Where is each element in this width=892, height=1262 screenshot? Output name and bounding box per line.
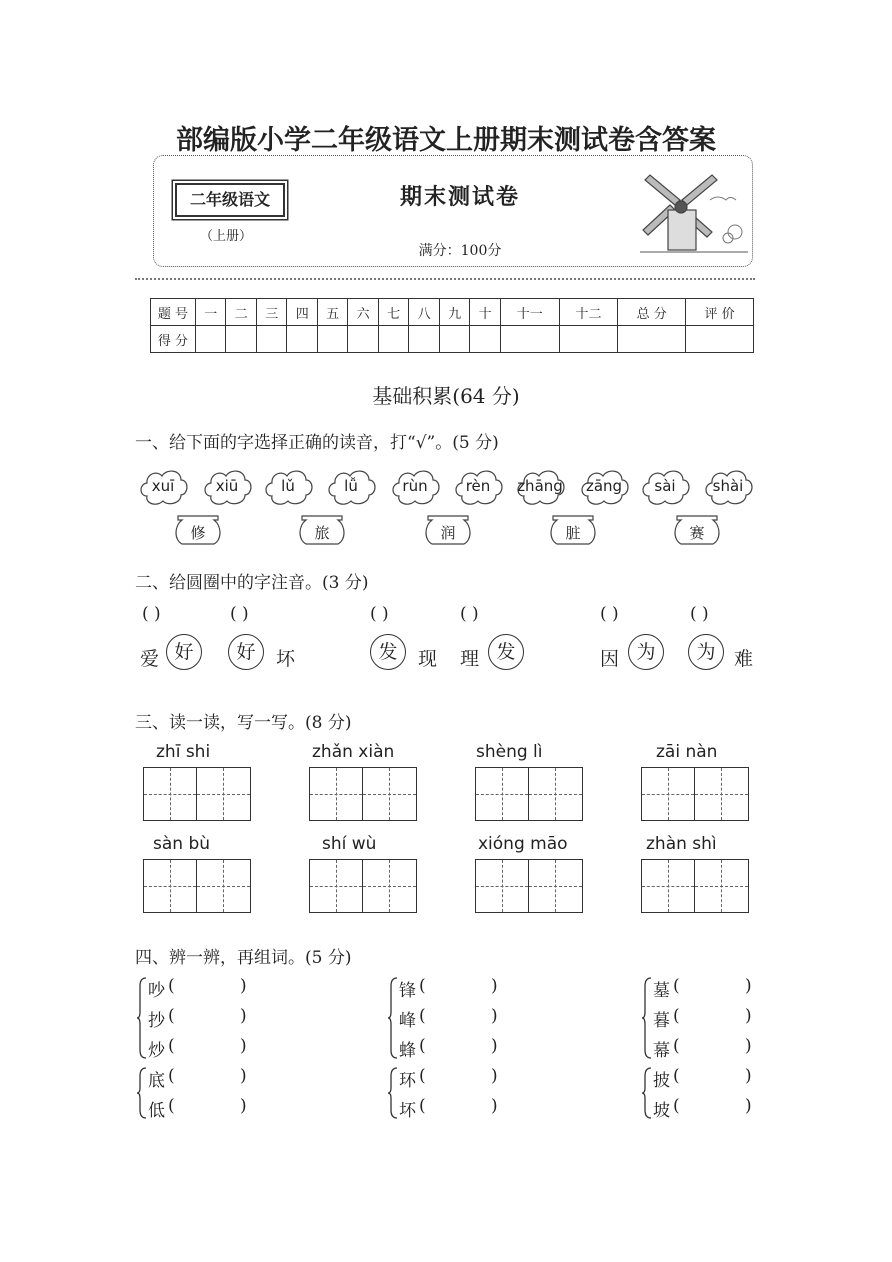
grid-guide-horizontal: [529, 886, 582, 887]
table-cell: 五: [317, 299, 347, 326]
word-character: 理: [460, 648, 480, 670]
header-divider: [135, 278, 755, 280]
table-cell: 十一: [500, 299, 559, 326]
writing-grid[interactable]: [475, 859, 583, 913]
grid-guide-horizontal: [476, 794, 528, 795]
table-cell: 九: [439, 299, 469, 326]
character-pot: [172, 512, 224, 546]
character-pot: [422, 512, 474, 546]
pinyin-option: xiū: [215, 477, 239, 495]
grid-guide-horizontal: [695, 794, 748, 795]
table-cell: 六: [348, 299, 378, 326]
word-char: 披: [653, 1071, 670, 1091]
answer-paren[interactable]: ( ): [370, 604, 389, 624]
paren-close: ): [491, 1036, 498, 1056]
q4-title: 四、辨一辨，再组词。(5 分): [135, 948, 352, 968]
circled-character: 好: [228, 634, 264, 670]
score-input-cell[interactable]: [686, 326, 754, 353]
pinyin-option: xuī: [151, 477, 175, 495]
writing-cell[interactable]: [529, 860, 582, 912]
table-cell: 七: [378, 299, 408, 326]
word-char: 蜂: [399, 1041, 416, 1061]
score-input-cell[interactable]: [439, 326, 469, 353]
writing-cell[interactable]: [197, 860, 250, 912]
score-input-cell[interactable]: [226, 326, 256, 353]
writing-cell[interactable]: [476, 768, 529, 820]
writing-cell[interactable]: [197, 768, 250, 820]
circled-character: 为: [688, 634, 724, 670]
table-cell: 一: [196, 299, 226, 326]
answer-blank[interactable]: [427, 1006, 491, 1028]
word-character: 坏: [276, 648, 296, 670]
grid-guide-horizontal: [363, 794, 416, 795]
pot-character: 修: [190, 524, 206, 542]
paren-open: (: [419, 1036, 426, 1056]
answer-blank[interactable]: [176, 976, 240, 998]
pinyin-option-cloud[interactable]: [639, 466, 691, 508]
table-cell: 评 价: [686, 299, 754, 326]
pinyin-option-cloud[interactable]: [514, 466, 566, 508]
answer-blank[interactable]: [427, 976, 491, 998]
circled-character: 发: [488, 634, 524, 670]
writing-grid[interactable]: [309, 859, 417, 913]
answer-blank[interactable]: [427, 1066, 491, 1088]
paren-open: (: [673, 1096, 680, 1116]
word-char: 环: [399, 1071, 416, 1091]
pinyin-option-cloud[interactable]: [389, 466, 441, 508]
writing-cell[interactable]: [642, 860, 695, 912]
writing-grid[interactable]: [309, 767, 417, 821]
brace-icon: [641, 1066, 653, 1120]
pot-character: 赛: [689, 524, 705, 542]
grid-guide-horizontal: [642, 886, 694, 887]
pinyin-prompt: zhī shi: [156, 742, 211, 762]
writing-cell[interactable]: [695, 860, 748, 912]
grid-guide-horizontal: [529, 794, 582, 795]
paren-open: (: [168, 1006, 175, 1026]
pinyin-option-cloud[interactable]: [201, 466, 253, 508]
word-char: 墓: [653, 981, 670, 1001]
writing-cell[interactable]: [476, 860, 529, 912]
writing-grid[interactable]: [641, 767, 749, 821]
answer-paren[interactable]: ( ): [600, 604, 619, 624]
writing-cell[interactable]: [144, 860, 197, 912]
answer-blank[interactable]: [681, 1006, 745, 1028]
word-char: 锋: [399, 981, 416, 1001]
answer-paren[interactable]: ( ): [460, 604, 479, 624]
paren-close: ): [491, 976, 498, 996]
table-cell: 四: [287, 299, 317, 326]
word-char: 峰: [399, 1011, 416, 1031]
pinyin-prompt: zhǎn xiàn: [312, 742, 395, 762]
character-pot: [671, 512, 723, 546]
circled-character: 发: [370, 634, 406, 670]
pinyin-option: shài: [712, 477, 744, 495]
paren-open: (: [168, 1066, 175, 1086]
q2-title: 二、给圆圈中的字注音。(3 分): [135, 573, 369, 593]
answer-blank[interactable]: [176, 1036, 240, 1058]
grid-guide-horizontal: [310, 886, 362, 887]
answer-blank[interactable]: [681, 1096, 745, 1118]
writing-cell[interactable]: [529, 768, 582, 820]
answer-blank[interactable]: [427, 1096, 491, 1118]
circled-character: 好: [166, 634, 202, 670]
word-char: 坏: [399, 1101, 416, 1121]
word-char: 抄: [148, 1011, 165, 1031]
paren-close: ): [240, 1006, 247, 1026]
answer-paren[interactable]: ( ): [690, 604, 709, 624]
pinyin-option-cloud[interactable]: [137, 466, 189, 508]
answer-blank[interactable]: [681, 1036, 745, 1058]
score-input-cell[interactable]: [378, 326, 408, 353]
writing-cell[interactable]: [144, 768, 197, 820]
paren-open: (: [419, 1096, 426, 1116]
score-input-cell[interactable]: [287, 326, 317, 353]
pinyin-prompt: xióng māo: [478, 834, 568, 854]
score-input-cell[interactable]: [618, 326, 686, 353]
grid-guide-horizontal: [363, 886, 416, 887]
windmill-illustration: [640, 170, 750, 260]
brace-icon: [136, 976, 148, 1060]
grid-guide-horizontal: [197, 886, 250, 887]
character-pot: [547, 512, 599, 546]
paren-open: (: [673, 976, 680, 996]
brace-icon: [136, 1066, 148, 1120]
answer-paren[interactable]: ( ): [142, 604, 161, 624]
answer-blank[interactable]: [427, 1036, 491, 1058]
pinyin-prompt: zāi nàn: [656, 742, 718, 762]
paren-close: ): [240, 976, 247, 996]
grid-guide-horizontal: [695, 886, 748, 887]
brace-icon: [387, 976, 399, 1060]
pinyin-option: lǔ: [281, 477, 295, 495]
writing-cell[interactable]: [363, 860, 416, 912]
paren-close: ): [240, 1036, 247, 1056]
grid-guide-horizontal: [144, 886, 196, 887]
pinyin-option: rèn: [465, 477, 491, 495]
paren-close: ): [745, 1066, 752, 1086]
grade-label: 二年级语文: [175, 183, 285, 217]
pinyin-option-cloud[interactable]: [452, 466, 504, 508]
answer-blank[interactable]: [681, 976, 745, 998]
word-character: 因: [600, 648, 620, 670]
word-char: 吵: [148, 981, 165, 1001]
writing-cell[interactable]: [695, 768, 748, 820]
word-char: 底: [148, 1071, 165, 1091]
score-input-cell[interactable]: [256, 326, 286, 353]
word-character: 爱: [140, 648, 160, 670]
grid-guide-horizontal: [642, 794, 694, 795]
circled-character: 为: [628, 634, 664, 670]
pot-character: 润: [440, 524, 456, 542]
q3-title: 三、读一读，写一写。(8 分): [135, 713, 352, 733]
paren-close: ): [240, 1066, 247, 1086]
paren-open: (: [168, 976, 175, 996]
paren-open: (: [673, 1006, 680, 1026]
brace-icon: [641, 976, 653, 1060]
pinyin-prompt: shèng lì: [476, 742, 543, 762]
paren-open: (: [168, 1096, 175, 1116]
table-cell: 三: [256, 299, 286, 326]
pinyin-option: rùn: [402, 477, 428, 495]
table-cell: 十: [470, 299, 500, 326]
answer-blank[interactable]: [176, 1096, 240, 1118]
paren-open: (: [419, 1066, 426, 1086]
grid-guide-horizontal: [197, 794, 250, 795]
word-character: 难: [734, 648, 754, 670]
pinyin-option-cloud[interactable]: [578, 466, 630, 508]
writing-cell[interactable]: [363, 768, 416, 820]
paren-open: (: [673, 1036, 680, 1056]
grid-guide-horizontal: [476, 886, 528, 887]
pinyin-prompt: sàn bù: [153, 834, 211, 854]
score-input-cell[interactable]: [196, 326, 226, 353]
exam-name: 期末测试卷: [399, 185, 520, 210]
table-cell: 八: [409, 299, 439, 326]
paren-open: (: [419, 976, 426, 996]
paren-close: ): [745, 1096, 752, 1116]
writing-cell[interactable]: [310, 768, 363, 820]
paren-close: ): [491, 1066, 498, 1086]
full-score: 满分：100分: [418, 243, 502, 259]
score-table: [150, 298, 754, 353]
score-input-cell[interactable]: [409, 326, 439, 353]
writing-grid[interactable]: [641, 859, 749, 913]
writing-cell[interactable]: [642, 768, 695, 820]
grid-guide-horizontal: [310, 794, 362, 795]
pinyin-prompt: zhàn shì: [646, 834, 717, 854]
brace-icon: [387, 1066, 399, 1120]
pinyin-option: lǚ: [344, 477, 358, 495]
paren-open: (: [168, 1036, 175, 1056]
answer-blank[interactable]: [176, 1006, 240, 1028]
table-row: [151, 299, 754, 326]
grid-guide-horizontal: [144, 794, 196, 795]
table-row: [151, 326, 754, 353]
pinyin-option: sài: [654, 477, 676, 495]
pinyin-prompt: shí wù: [322, 834, 377, 854]
table-cell: 总 分: [618, 299, 686, 326]
paren-close: ): [240, 1096, 247, 1116]
score-input-cell[interactable]: [317, 326, 347, 353]
writing-grid[interactable]: [143, 859, 251, 913]
pinyin-option: zāng: [585, 477, 623, 495]
answer-paren[interactable]: ( ): [230, 604, 249, 624]
score-input-cell[interactable]: [500, 326, 559, 353]
word-character: 现: [418, 648, 438, 670]
pinyin-option: zhāng: [517, 477, 563, 495]
writing-grid[interactable]: [143, 767, 251, 821]
word-char: 坡: [653, 1101, 670, 1121]
word-char: 暮: [653, 1011, 670, 1031]
paren-close: ): [745, 1006, 752, 1026]
paren-open: (: [419, 1006, 426, 1026]
answer-blank[interactable]: [681, 1066, 745, 1088]
score-input-cell[interactable]: [559, 326, 618, 353]
section-title: 基础积累(64 分): [372, 384, 520, 408]
answer-blank[interactable]: [176, 1066, 240, 1088]
paren-close: ): [491, 1096, 498, 1116]
pot-character: 脏: [565, 524, 581, 542]
word-char: 幕: [653, 1041, 670, 1061]
pot-character: 旅: [314, 524, 330, 542]
paren-open: (: [673, 1066, 680, 1086]
writing-grid[interactable]: [475, 767, 583, 821]
paren-close: ): [745, 976, 752, 996]
table-cell: 得 分: [151, 326, 196, 353]
score-input-cell[interactable]: [348, 326, 378, 353]
table-cell: 十二: [559, 299, 618, 326]
character-pot: [296, 512, 348, 546]
pinyin-option-cloud[interactable]: [325, 466, 377, 508]
word-char: 炒: [148, 1041, 165, 1061]
pinyin-option-cloud[interactable]: [262, 466, 314, 508]
page-title: 部编版小学二年级语文上册期末测试卷含答案: [176, 125, 716, 156]
score-input-cell[interactable]: [470, 326, 500, 353]
table-cell: 二: [226, 299, 256, 326]
volume-label: （上册）: [200, 229, 253, 244]
word-char: 低: [148, 1101, 165, 1121]
q1-title: 一、给下面的字选择正确的读音，打“√”。(5 分): [135, 433, 499, 453]
paren-close: ): [745, 1036, 752, 1056]
writing-cell[interactable]: [310, 860, 363, 912]
table-cell: 题 号: [151, 299, 196, 326]
pinyin-option-cloud[interactable]: [702, 466, 754, 508]
paren-close: ): [491, 1006, 498, 1026]
